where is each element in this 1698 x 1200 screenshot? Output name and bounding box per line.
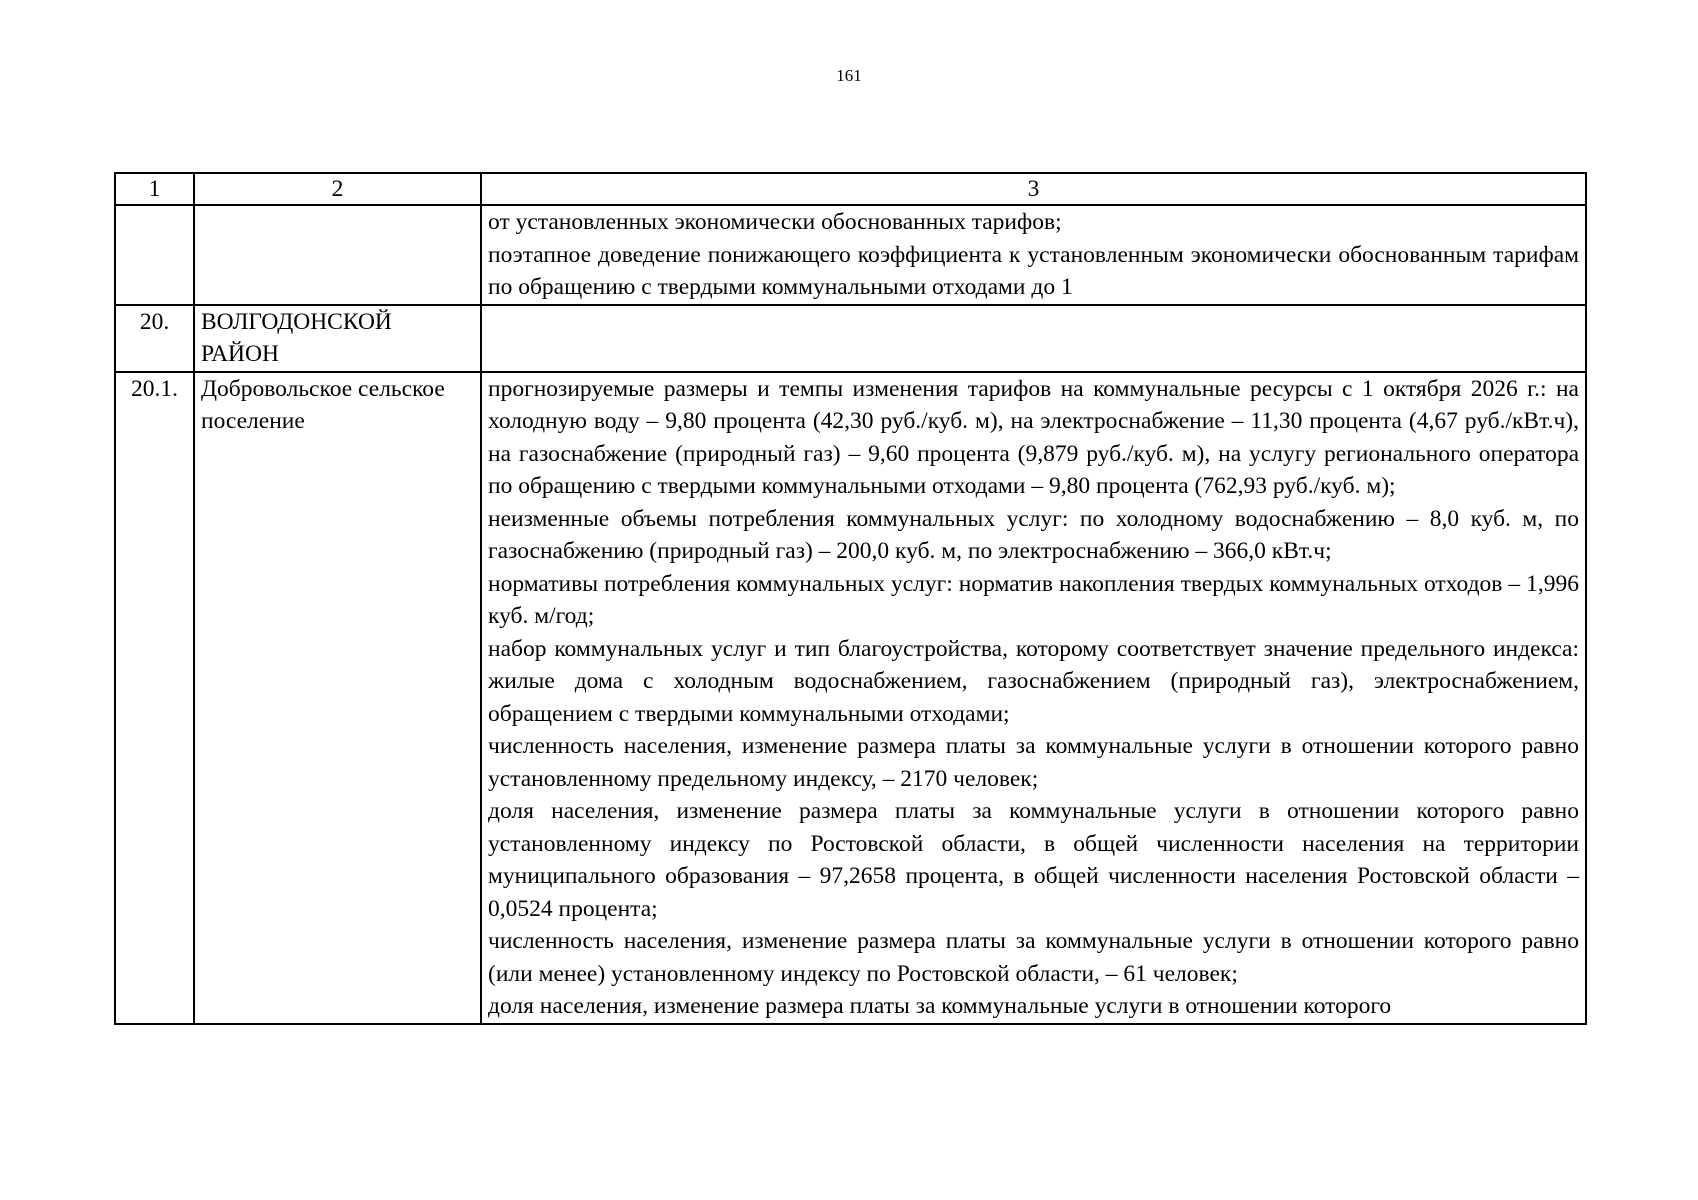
row-description xyxy=(481,305,1586,372)
description-paragraph: доля населения, изменение размера платы за коммунальные услуги в отношении которого равно установленному индексу по Ростовской области, в общей численности населения на территории муниципального образования – 97,2658 процента, в общей численности населения Ростовской области – 0,0524 процента; xyxy=(488,798,1579,922)
page-number: 161 xyxy=(836,66,862,85)
row-description xyxy=(481,205,1586,305)
municipality-name: Добровольское сельское поселение xyxy=(194,372,481,1024)
column-header: 2 xyxy=(194,173,481,205)
description-paragraph: нормативы потребления коммунальных услуг: норматив накопления твердых коммунальных отходов – 1,996 куб. м/год; xyxy=(488,570,1579,629)
row-description xyxy=(481,372,1586,1024)
column-header: 3 xyxy=(481,173,1586,205)
description-paragraph: набор коммунальных услуг и тип благоустройства, которому соответствует значение предельного индекса: жилые дома с холодным водоснабжением, газоснабжением (природный газ), электроснабжением, обращением с твердыми коммунальными отходами; xyxy=(488,635,1579,727)
row-number xyxy=(115,205,194,305)
municipality-name xyxy=(194,205,481,305)
description-paragraph: прогнозируемые размеры и темпы изменения тарифов на коммунальные ресурсы с 1 октября 2026 г.: на холодную воду – 9,80 процента (42,30 руб./куб. м), на электроснабжение – 11,30 процента (4,67 руб./кВт.ч), на газоснабжение (природный газ) – 9,60 процента (9,879 руб./куб. м), на услугу регионального оператора по обращению с твердыми коммунальными отходами – 9,80 процента (762,93 руб./куб. м); xyxy=(488,375,1579,499)
row-number: 20.1. xyxy=(115,372,194,1024)
description-paragraph: поэтапное доведение понижающего коэффициента к установленным экономически обоснованным тарифам по обращению с твердыми коммунальными отходами до 1 xyxy=(488,241,1579,300)
tariff-table xyxy=(114,172,1587,1025)
column-header: 1 xyxy=(115,173,194,205)
description-paragraph: неизменные объемы потребления коммунальных услуг: по холодному водоснабжению – 8,0 куб. м, по газоснабжению (природный газ) – 200,0 куб. м, по электроснабжению – 366,0 кВт.ч; xyxy=(488,505,1579,564)
table-row xyxy=(115,305,1586,372)
table-row xyxy=(115,205,1586,305)
description-paragraph: доля населения, изменение размера платы за коммунальные услуги в отношении которого xyxy=(488,993,1392,1019)
table-row xyxy=(115,372,1586,1024)
description-paragraph: от установленных экономически обоснованных тарифов; xyxy=(488,209,1062,235)
district-name: ВОЛГОДОНСКОЙ РАЙОН xyxy=(194,305,481,372)
row-number: 20. xyxy=(115,305,194,372)
description-paragraph: численность населения, изменение размера платы за коммунальные услуги в отношении которого равно установленному предельному индексу, – 2170 человек; xyxy=(488,733,1579,792)
description-paragraph: численность населения, изменение размера платы за коммунальные услуги в отношении которого равно (или менее) установленному индексу по Ростовской области, – 61 человек; xyxy=(488,928,1579,987)
table-header-row xyxy=(115,173,1586,205)
